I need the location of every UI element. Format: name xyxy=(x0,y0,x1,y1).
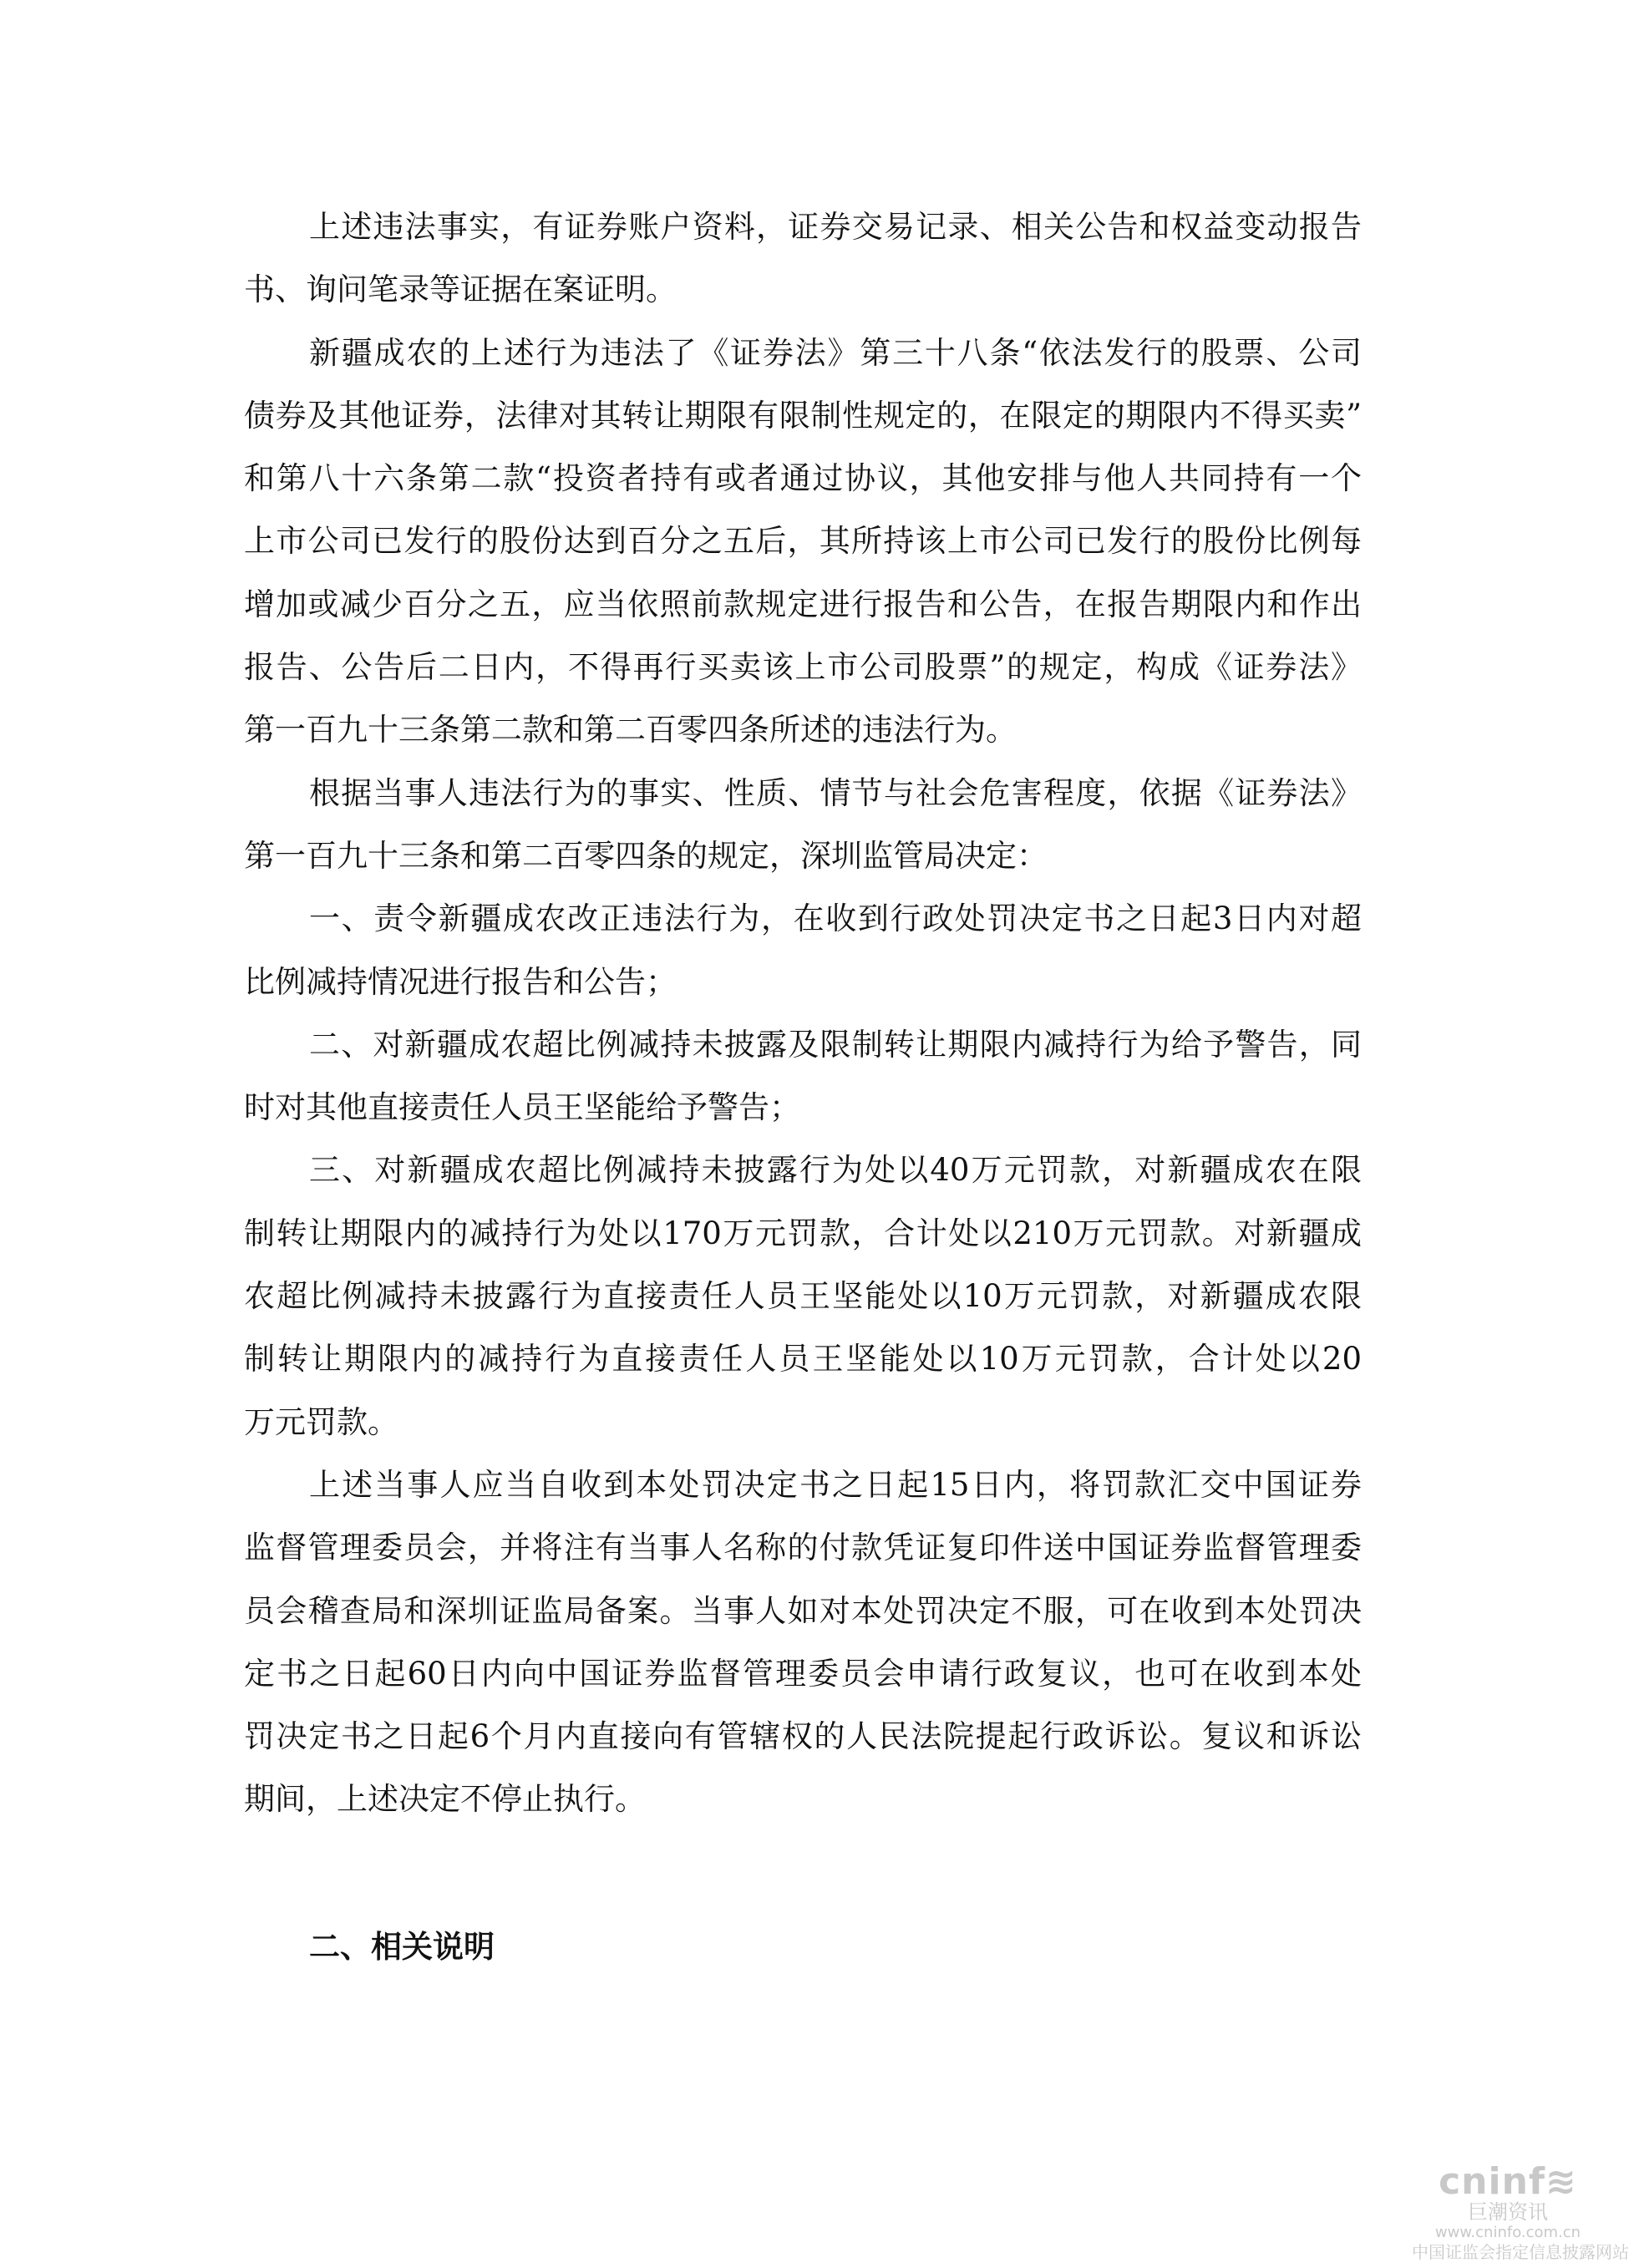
text-line: 定书之日起60日内向中国证券监督管理委员会申请行政复议，也可在收到本处 xyxy=(244,1655,1362,1692)
text-line: 上市公司已发行的股份达到百分之五后，其所持该上市公司已发行的股份比例每 xyxy=(244,523,1362,560)
text-line: 监督管理委员会，并将注有当事人名称的付款凭证复印件送中国证券监督管理委 xyxy=(244,1530,1362,1566)
text-line: 增加或减少百分之五，应当依照前款规定进行报告和公告，在报告期限内和作出 xyxy=(244,586,1362,622)
text-line: 农超比例减持未披露行为直接责任人员王坚能处以10万元罚款，对新疆成农限 xyxy=(244,1278,1362,1315)
text-line: 上述违法事实，有证券账户资料，证券交易记录、相关公告和权益变动报告 xyxy=(309,209,1362,245)
text-line: 三、对新疆成农超比例减持未披露行为处以40万元罚款，对新疆成农在限 xyxy=(309,1152,1362,1189)
logo-tagline: 中国证监会指定信息披露网站 xyxy=(1412,2242,1629,2262)
text-line: 时对其他直接责任人员王坚能给予警告； xyxy=(244,1089,800,1126)
text-line: 第一百九十三条第二款和第二百零四条所述的违法行为。 xyxy=(244,712,1017,748)
text-line: 新疆成农的上述行为违法了《证券法》第三十八条“依法发行的股票、公司 xyxy=(309,334,1362,371)
text-line: 报告、公告后二日内，不得再行买卖该上市公司股票”的规定，构成《证券法》 xyxy=(244,649,1362,686)
text-line: 万元罚款。 xyxy=(244,1403,398,1440)
logo-swirl-icon: ≋ xyxy=(1545,2160,1577,2203)
text-line: 和第八十六条第二款“投资者持有或者通过协议，其他安排与他人共同持有一个 xyxy=(244,460,1362,497)
text-line: 第一百九十三条和第二百零四条的规定，深圳监管局决定： xyxy=(244,837,1048,874)
section-heading: 二、相关说明 xyxy=(309,1928,495,1965)
cninfo-watermark-logo xyxy=(1412,2160,1629,2262)
text-line: 书、询问笔录等证据在案证明。 xyxy=(244,271,677,308)
text-line: 员会稽查局和深圳证监局备案。当事人如对本处罚决定不服，可在收到本处罚决 xyxy=(244,1592,1362,1629)
logo-url: www.cninfo.com.cn xyxy=(1434,2224,1581,2241)
text-line: 期间，上述决定不停止执行。 xyxy=(244,1781,646,1818)
logo-cn-name: 巨潮资讯 xyxy=(1468,2200,1548,2224)
text-line: 罚决定书之日起6个月内直接向有管辖权的人民法院提起行政诉讼。复议和诉讼 xyxy=(244,1718,1362,1755)
text-line: 二、对新疆成农超比例减持未披露及限制转让期限内减持行为给予警告，同 xyxy=(309,1026,1362,1063)
document-body xyxy=(244,195,1362,1831)
text-line: 债券及其他证券，法律对其转让期限有限制性规定的，在限定的期限内不得买卖” xyxy=(244,397,1362,434)
text-line: 根据当事人违法行为的事实、性质、情节与社会危害程度，依据《证券法》 xyxy=(309,774,1362,811)
text-line: 制转让期限内的减持行为处以170万元罚款，合计处以210万元罚款。对新疆成 xyxy=(244,1215,1362,1251)
text-line: 上述当事人应当自收到本处罚决定书之日起15日内，将罚款汇交中国证券 xyxy=(309,1466,1362,1503)
text-line: 制转让期限内的减持行为直接责任人员王坚能处以10万元罚款，合计处以20 xyxy=(244,1341,1362,1378)
text-line: 比例减持情况进行报告和公告； xyxy=(244,963,677,1000)
logo-brand: cninf≋ xyxy=(1439,2160,1577,2203)
text-line: 一、责令新疆成农改正违法行为，在收到行政处罚决定书之日起3日内对超 xyxy=(309,901,1362,937)
